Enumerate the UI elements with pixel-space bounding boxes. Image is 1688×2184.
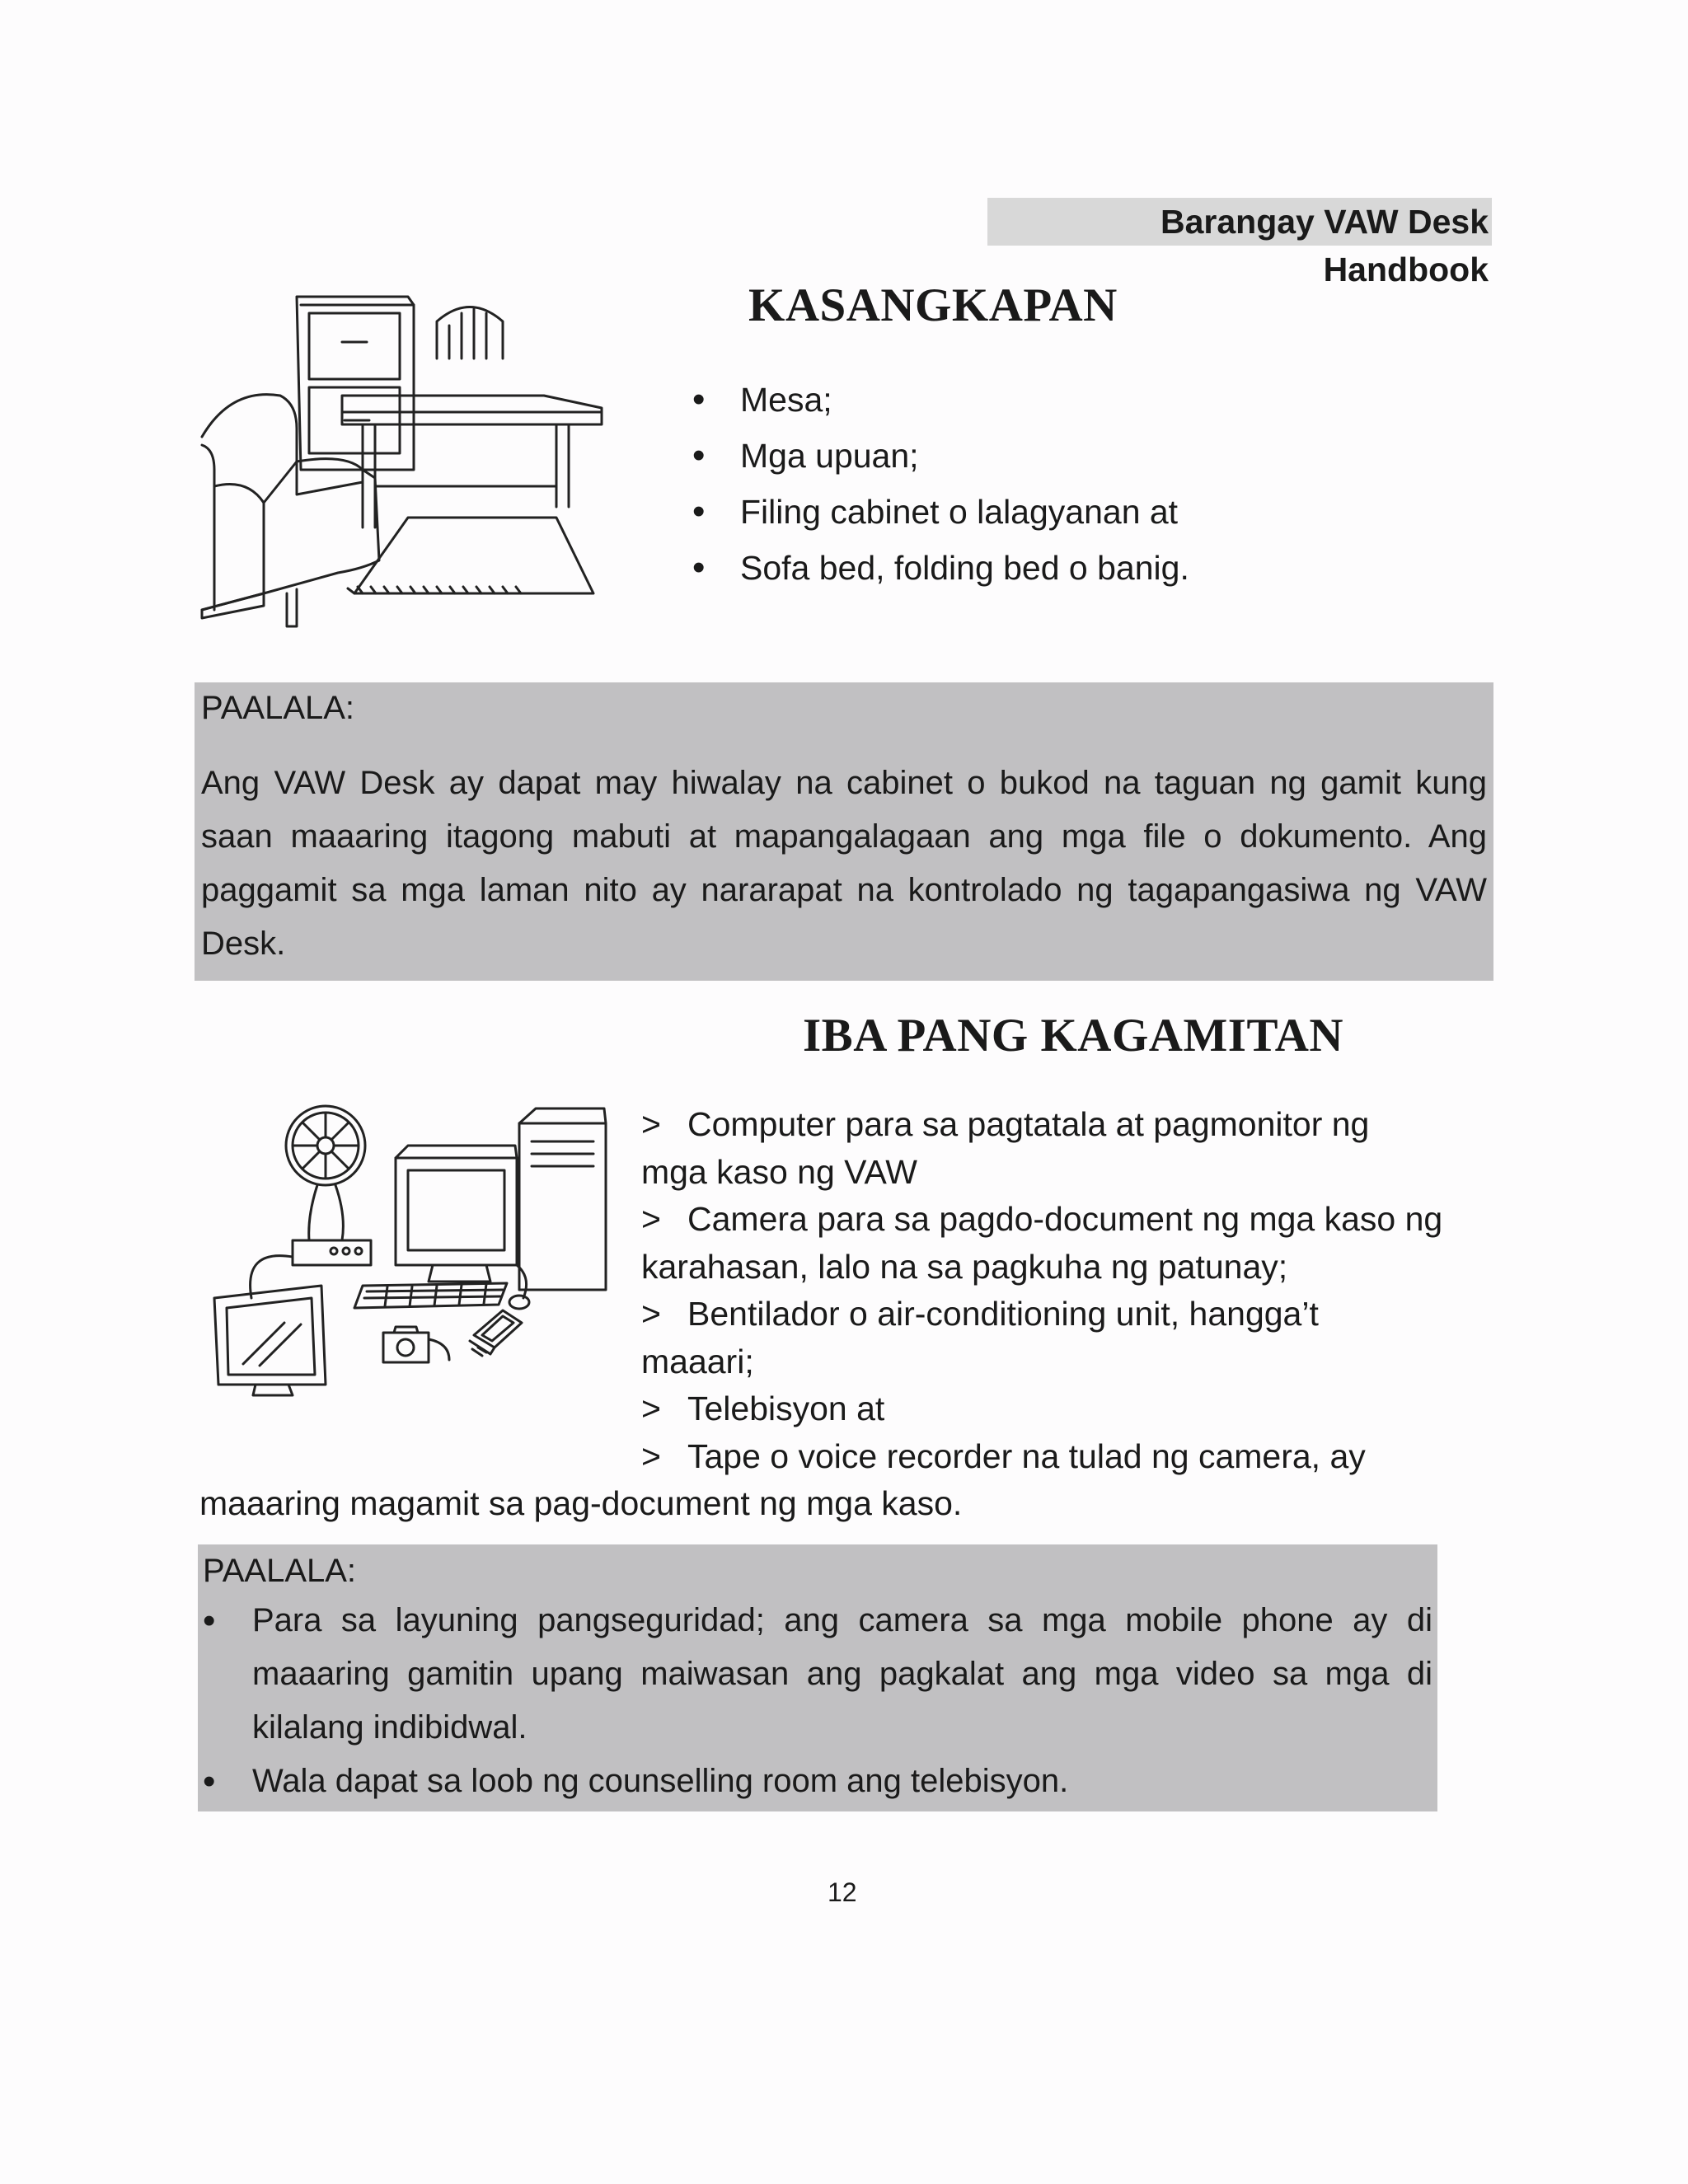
list-item: • Para sa layuning pangseguridad; ang camera sa mga mobile phone ay di maaaring gamitin upang maiwasan ang pagkalat ang mga video sa mga di kilalang indibidwal. <box>203 1594 1432 1755</box>
list-item: > Camera para sa pagdo-document ng mga kaso ng karahasan, lalo na sa pagkuha ng patunay; <box>641 1196 1482 1291</box>
arrow-marker: > <box>641 1295 661 1333</box>
arrow-marker: > <box>641 1200 661 1238</box>
furniture-illustration <box>198 288 610 639</box>
list-item: • Mga upuan; <box>692 431 1189 487</box>
equipment-list <box>641 1101 1482 1480</box>
section-title-iba-pang-kagamitan: IBA PANG KAGAMITAN <box>803 1010 1344 1062</box>
list-item: • Filing cabinet o lalagyanan at <box>692 487 1189 543</box>
list-continuation: maaaring magamit sa pag-document ng mga kaso. <box>199 1484 963 1522</box>
list-item: • Mesa; <box>692 375 1189 431</box>
reminder-box <box>195 682 1493 981</box>
list-item: > Computer para sa pagtatala at pagmonitor ng mga kaso ng VAW <box>641 1101 1482 1196</box>
list-item: • Sofa bed, folding bed o banig. <box>692 543 1189 599</box>
reminder-text: Ang VAW Desk ay dapat may hiwalay na cabinet o bukod na taguan ng gamit kung saan maaaring itagong mabuti at mapangalagaan ang mga file o dokumento. Ang paggamit sa mga laman nito ay nararapat na kontrolado ng tagapangasiwa ng VAW Desk. <box>201 765 1487 962</box>
document-header: Barangay VAW Desk Handbook <box>987 198 1492 246</box>
reminder-label: PAALALA: <box>203 1553 357 1589</box>
reminder-label: PAALALA: <box>201 690 355 726</box>
reminder-box <box>198 1544 1437 1811</box>
list-item: > Tape o voice recorder na tulad ng camera, ay <box>641 1433 1482 1481</box>
list-item: > Bentilador o air-conditioning unit, hangga’t maaari; <box>641 1291 1482 1385</box>
list-item: > Telebisyon at <box>641 1385 1482 1433</box>
section-title-kasangkapan: KASANGKAPAN <box>748 279 1118 331</box>
page-number: 12 <box>828 1877 857 1907</box>
furniture-list <box>692 375 1189 599</box>
arrow-marker: > <box>641 1436 661 1475</box>
arrow-marker: > <box>641 1105 661 1143</box>
list-item: • Wala dapat sa loob ng counselling room ang telebisyon. <box>203 1755 1432 1808</box>
reminder-list <box>203 1594 1432 1808</box>
arrow-marker: > <box>641 1390 661 1427</box>
equipment-illustration <box>210 1100 614 1405</box>
